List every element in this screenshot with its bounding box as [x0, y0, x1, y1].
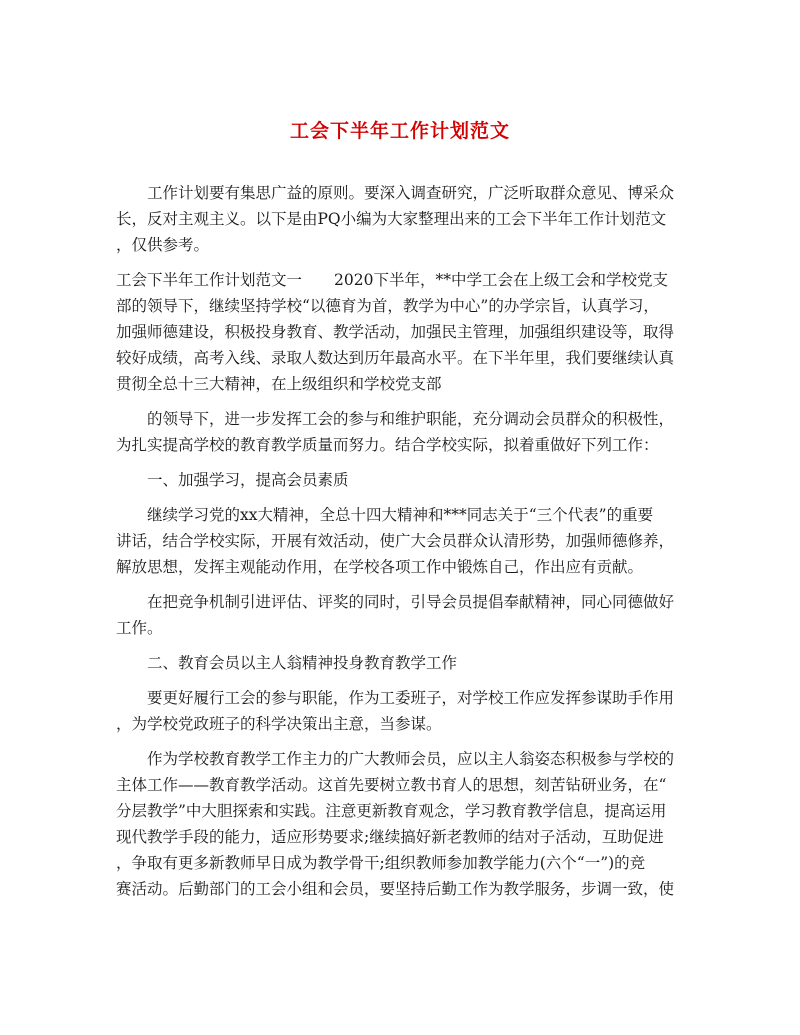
paragraph-line: 继续学习党的xx大精神，全总十四大精神和***同志关于“三个代表”的重要	[147, 506, 654, 524]
document-title: 工会下半年工作计划范文	[289, 120, 510, 142]
document-body	[116, 180, 686, 902]
section-heading: 二、教育会员以主人翁精神投身教育教学工作	[147, 654, 458, 672]
paragraph-line: ，为学校党政班子的科学决策出主意，当参谋。	[116, 715, 442, 733]
paragraph-line: 分层教学”中大胆探索和实践。注意更新教育观念，学习教育教学信息，提高运用	[116, 802, 667, 820]
paragraph-line: 作为学校教育教学工作主力的广大教师会员，应以主人翁姿态积极参与学校的	[147, 750, 675, 768]
paragraph-line: 在把竞争机制引进评估、评奖的同时，引导会员提倡奉献精神，同心同德做好	[147, 593, 675, 611]
paragraph-line: 主体工作——教育教学活动。这首先要树立教书育人的思想，刻苦钻研业务，在“	[116, 776, 667, 794]
intro-line: 工作计划要有集思广益的原则。要深入调查研究，广泛听取群众意见、博采众	[147, 184, 675, 202]
section-heading: 一、加强学习，提高会员素质	[147, 471, 349, 489]
paragraph-line: 为扎实提高学校的教育教学质量而努力。结合学校实际，拟着重做好下列工作：	[116, 436, 659, 454]
paragraph-line: 较好成绩，高考入线、录取人数达到历年最高水平。在下半年里，我们要继续认真	[116, 349, 675, 367]
paragraph-line: 解放思想，发挥主观能动作用，在学校各项工作中锻炼自己，作出应有贡献。	[116, 558, 644, 576]
section-prefix: 工会下半年工作计划范文一	[116, 271, 303, 289]
paragraph-line: 要更好履行工会的参与职能，作为工委班子，对学校工作应发挥参谋助手作用	[147, 689, 675, 707]
paragraph-line: 贯彻全总十三大精神，在上级组织和学校党支部	[116, 375, 442, 393]
section-first-line: 2020下半年，**中学工会在上级工会和学校党支	[334, 271, 668, 289]
paragraph-line: 讲话，结合学校实际，开展有效活动，使广大会员群众认清形势，加强师德修养，	[116, 532, 675, 550]
paragraph-line: 赛活动。后勤部门的工会小组和会员，要坚持后勤工作为教学服务，步调一致，使	[116, 880, 675, 898]
intro-line: ，仅供参考。	[116, 236, 210, 254]
intro-line: 长，反对主观主义。以下是由PQ小编为大家整理出来的工会下半年工作计划范文	[116, 210, 667, 228]
paragraph-line: 工作。	[116, 619, 163, 637]
paragraph-line: 的领导下，进一步发挥工会的参与和维护职能，充分调动会员群众的积极性，	[147, 410, 675, 428]
paragraph-line: 部的领导下，继续坚持学校“以德育为首，教学为中心”的办学宗旨，认真学习，	[116, 297, 659, 315]
paragraph-line: ，争取有更多新教师早日成为教学骨干;组织教师参加教学能力(六个“一”)的竞	[116, 854, 646, 872]
paragraph-line: 加强师德建设，积极投身教育、教学活动，加强民主管理，加强组织建设等，取得	[116, 323, 675, 341]
paragraph-line: 现代教学手段的能力，适应形势要求;继续搞好新老教师的结对子活动，互助促进	[116, 828, 664, 846]
section-heading-line	[116, 267, 686, 293]
